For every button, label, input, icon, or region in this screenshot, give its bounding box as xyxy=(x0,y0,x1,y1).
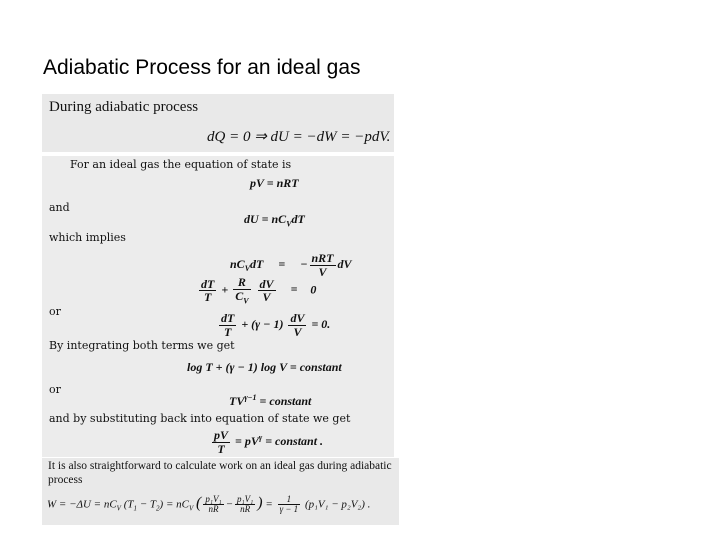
equation-energy-work: $nC_VdT$ = − $\frac{\text{nRT}}{V}$ dV xyxy=(230,251,352,279)
adiabatic-condition-panel xyxy=(42,94,394,152)
ideal-gas-derivation-panel xyxy=(42,156,394,457)
substituting-text: and by substituting back into equation of state we get xyxy=(49,412,351,425)
or-text-2: or xyxy=(49,383,61,396)
equation-differential: $\frac{dT}{T}$ + $\frac{R}{C_V}$ $\frac{dV}{V}$ = 0 xyxy=(201,275,317,305)
final-adiabatic-equation: $\frac{pV}{T}$ = $pV^\gamma$ = constant . xyxy=(214,428,324,456)
equation-gamma: $\frac{dT}{T}$ + (γ − 1) $\frac{dV}{V}$ = 0. xyxy=(221,311,331,339)
intro-text: For an ideal gas the equation of state is xyxy=(70,158,292,171)
heading-during-adiabatic: During adiabatic process xyxy=(49,99,199,115)
equation-of-state: pV = nRT xyxy=(250,176,299,190)
and-text: and xyxy=(49,201,70,214)
work-intro-line-1: It is also straightforward to calculate work on an ideal gas during adiabatic xyxy=(48,460,392,472)
tv-equation: $TV^{\gamma-1}$ = constant xyxy=(229,393,312,408)
slide-title: Adiabatic Process for an ideal gas xyxy=(43,56,361,79)
adiabatic-equation: dQ = 0 ⇒ dU = −dW = −pdV. xyxy=(207,129,391,145)
or-text-1: or xyxy=(49,305,61,318)
which-implies-text: which implies xyxy=(49,231,126,244)
work-equation: $W = -\Delta U = nC_V$ $(T_1 - T_2) = nC_V$ ( $\frac{\text{p₁V₁}}{nR}$ − $\frac{\text{p₁V₁}}{nR}$ ) = $\frac{1}{\gamma - 1}$ (p₁V₁ − p₂V₂) . xyxy=(47,494,371,515)
integrating-text: By integrating both terms we get xyxy=(49,339,235,352)
log-equation: log T + (γ − 1) log V = constant xyxy=(187,360,342,374)
internal-energy-equation: dU = $nC_VdT$ xyxy=(244,212,305,229)
work-calculation-panel xyxy=(42,458,399,525)
work-intro-line-2: process xyxy=(48,474,83,486)
